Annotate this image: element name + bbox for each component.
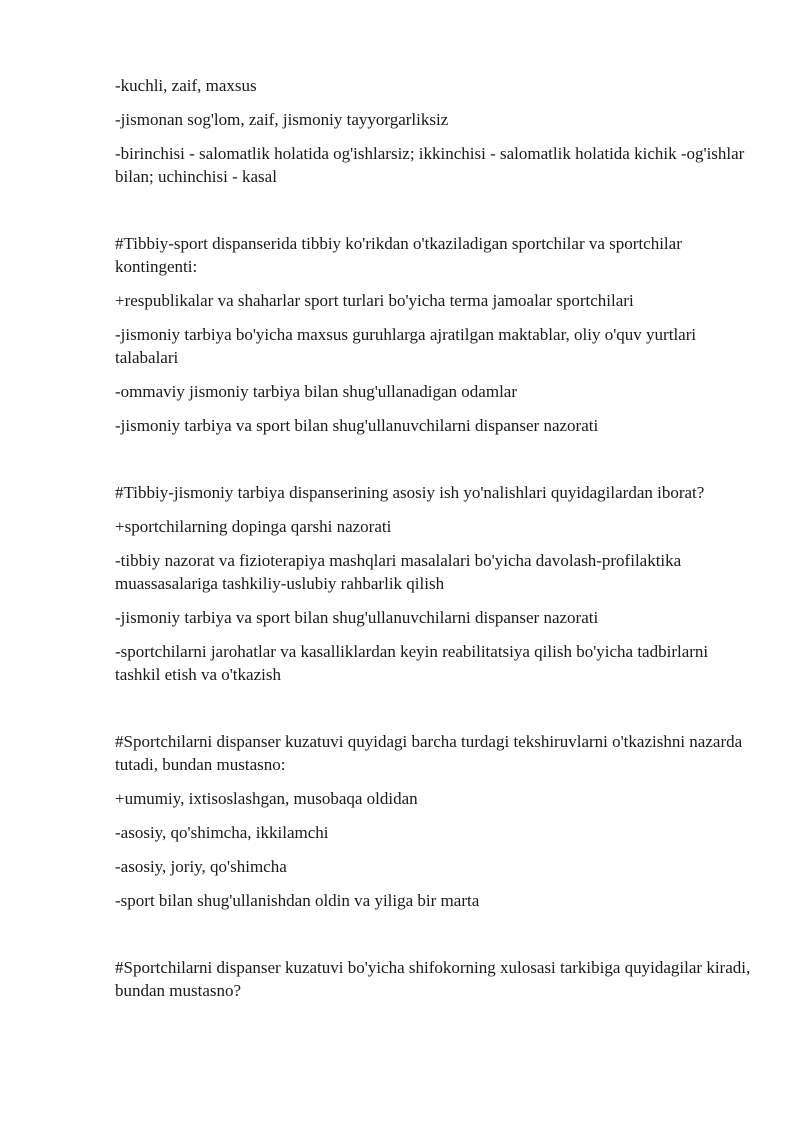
question-text: #Sportchilarni dispanser kuzatuvi bo'yicha shifokorning xulosasi tarkibiga quyidagilar kiradi, bundan mustasno? bbox=[115, 958, 751, 1000]
answer-option: -asosiy, joriy, qo'shimcha bbox=[115, 857, 287, 876]
answer-option: -sport bilan shug'ullanishdan oldin va yiliga bir marta bbox=[115, 891, 480, 910]
answer-option-correct: +respublikalar va shaharlar sport turlari bo'yicha terma jamoalar sportchilari bbox=[115, 291, 634, 310]
answer-option: -ommaviy jismoniy tarbiya bilan shug'ullanadigan odamlar bbox=[115, 382, 518, 401]
answer-option: -tibbiy nazorat va fizioterapiya mashqlari masalalari bo'yicha davolash-profilaktika muassasalariga tashkiliy-uslubiy rahbarlik qilish bbox=[115, 551, 682, 593]
answer-option-correct: +sportchilarning dopinga qarshi nazorati bbox=[115, 517, 392, 536]
answer-option: -jismoniy tarbiya va sport bilan shug'ullanuvchilarni dispanser nazorati bbox=[115, 416, 599, 435]
answer-option: -asosiy, qo'shimcha, ikkilamchi bbox=[115, 823, 329, 842]
answer-option: -birinchisi - salomatlik holatida og'ishlarsiz; ikkinchisi - salomatlik holatida kichik -og'ishlar bilan; uchinchisi - kasal bbox=[115, 144, 745, 186]
question-block bbox=[115, 232, 755, 437]
answer-block-continuation bbox=[115, 74, 755, 188]
question-block bbox=[115, 956, 755, 1002]
answer-option: -jismonan sog'lom, zaif, jismoniy tayyorgarliksiz bbox=[115, 110, 449, 129]
document-page bbox=[115, 74, 755, 1013]
question-block bbox=[115, 481, 755, 686]
question-text: #Sportchilarni dispanser kuzatuvi quyidagi barcha turdagi tekshiruvlarni o'tkazishni nazarda tutadi, bundan mustasno: bbox=[115, 732, 743, 774]
answer-option: -jismoniy tarbiya va sport bilan shug'ullanuvchilarni dispanser nazorati bbox=[115, 608, 599, 627]
answer-option: -sportchilarni jarohatlar va kasalliklardan keyin reabilitatsiya qilish bo'yicha tadbirlarni tashkil etish va o'tkazish bbox=[115, 642, 709, 684]
answer-option-correct: +umumiy, ixtisoslashgan, musobaqa oldidan bbox=[115, 789, 418, 808]
answer-option: -kuchli, zaif, maxsus bbox=[115, 76, 257, 95]
question-text: #Tibbiy-sport dispanserida tibbiy ko'rikdan o'tkaziladigan sportchilar va sportchilar kontingenti: bbox=[115, 234, 682, 276]
answer-option: -jismoniy tarbiya bo'yicha maxsus guruhlarga ajratilgan maktablar, oliy o'quv yurtlari talabalari bbox=[115, 325, 697, 367]
question-block bbox=[115, 730, 755, 912]
question-text: #Tibbiy-jismoniy tarbiya dispanserining asosiy ish yo'nalishlari quyidagilardan iborat? bbox=[115, 483, 705, 502]
